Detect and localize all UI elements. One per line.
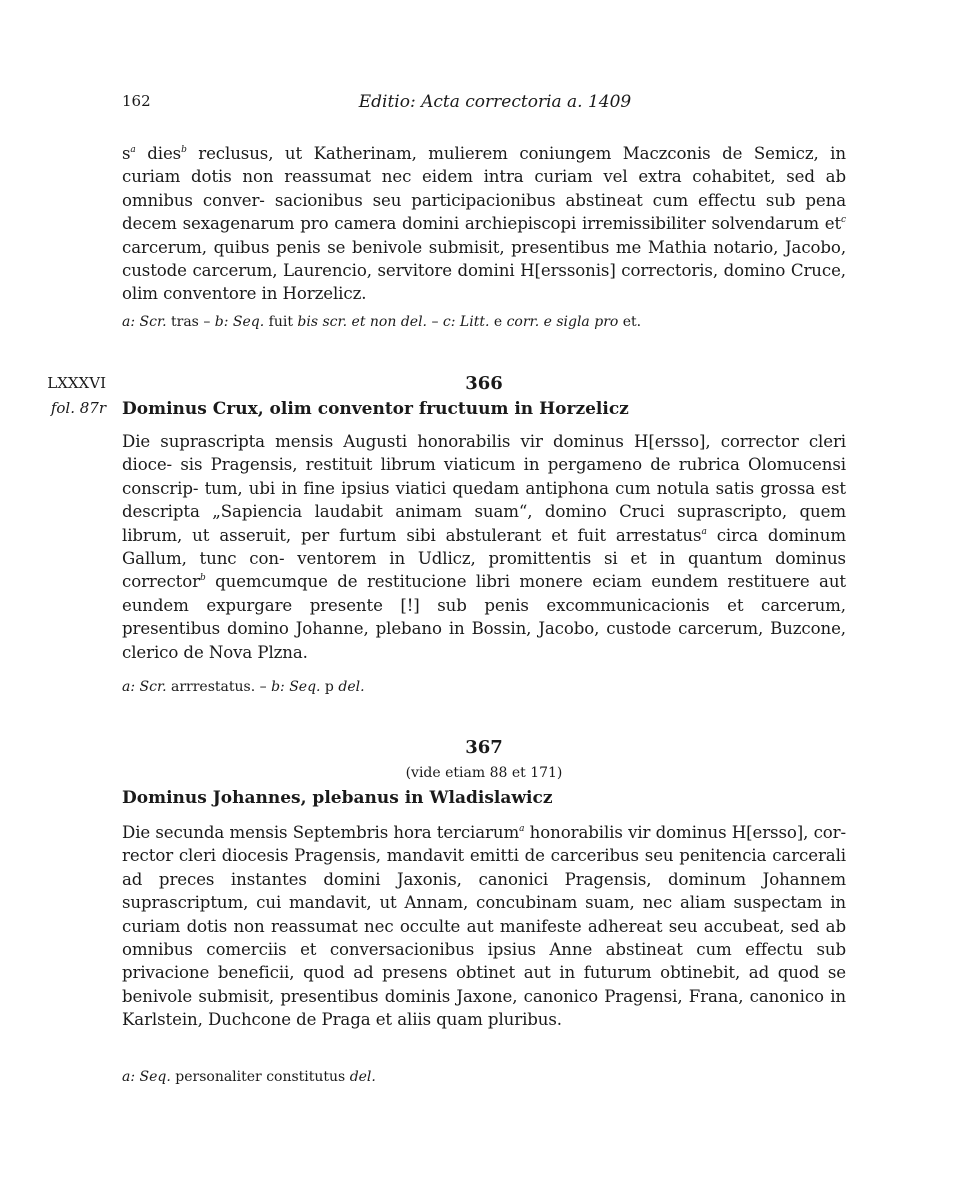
line: penis excommunicacionis et carcerum, presentibus domino Johanne, plebano in Bossin, — [122, 595, 846, 639]
line: rector cleri diocesis Pragensis, mandavit emitti de carceribus seu penitencia carcerali ad — [122, 846, 846, 889]
line: dotis non reassumat nec eidem intra curiam vel extra cohabitet, sed ab omnibus conver- — [122, 167, 846, 210]
margin-folio: fol. 87r — [50, 399, 106, 417]
document-cross-reference: (vide etiam 88 et 171) — [405, 765, 563, 781]
document-number: 367 — [465, 737, 503, 758]
line: „Sapiencia laudabit animam suam“, domino Cruci suprascripto, quem librum, ut — [122, 502, 846, 545]
line: Jacobo, custode carcerum, Buzcone, clerico de Nova Plzna. — [122, 619, 846, 662]
document-title: Dominus Crux, olim conventor fructuum in Horzelicz — [122, 399, 629, 419]
line: ventorem in Udlicz, promittentis si et in quantum dominus corrector$^b$ quemcumque de — [122, 549, 846, 592]
apparatus-note: a: Scr. arrrestatus. – b: Seq. p del. — [122, 679, 365, 695]
line: servitore domini H[erssonis] correctoris, domino Cruce, olim conventore in Horzelicz. — [122, 261, 846, 304]
line: preces instantes domini Jaxonis, canonici Pragensis, dominum Johannem suprascriptum, — [122, 869, 846, 913]
line: benivole submisit, presentibus me Mathia notario, Jacobo, custode carcerum, Laurencio, — [122, 237, 846, 281]
line: et conversacionibus ipsius Anne abstineat cum effectu sub privacione beneficii, quod — [122, 940, 846, 983]
line: Die suprascripta mensis Augusti honorabilis vir dominus H[ersso], corrector cleri dioce- — [122, 432, 846, 475]
line: reassumat nec occulte aut manifeste adhereat seu accubeat, sed ab omnibus comerciis — [122, 916, 846, 960]
page-number: 162 — [122, 92, 151, 110]
intro-paragraph — [122, 142, 846, 306]
line: ad presens obtinet aut in futurum obtinebit, ad quod se benivole submisit, presentibus — [122, 963, 846, 1006]
line: asseruit, per furtum sibi abstulerant et fuit arrestatus$^a$ circa dominum Gallum, tunc con- — [122, 525, 846, 569]
document-paragraph — [122, 430, 846, 664]
document-number: 366 — [465, 373, 503, 394]
apparatus-note: a: Seq. personaliter constitutus del. — [122, 1069, 376, 1085]
line: sacionibus seu participacionibus abstineat cum effectu sub pena decem sexagenarum pro — [122, 190, 847, 234]
line: camera domini archiepiscopi irremissibiliter solvendarum $et^c$ carcerum, quibus penis se — [122, 214, 846, 257]
document-title: Dominus Johannes, plebanus in Wladislawicz — [122, 788, 553, 808]
apparatus-note: a: Scr. tras – b: Seq. fuit bis scr. et non del. – c: Litt. e corr. e sigla pro et. — [122, 314, 642, 330]
line: cui mandavit, ut Annam, concubinam suam, nec aliam suspectam in curiam dotis non — [122, 893, 846, 936]
line: restitucione libri monere eciam eundem restituere aut eundem expurgare presente [!] sub — [122, 572, 846, 615]
running-title: Editio: Acta correctoria a. 1409 — [358, 92, 632, 112]
line: tum, ubi in fine ipsius viatici quedam antiphona cum notula satis grossa est descripta — [122, 478, 846, 522]
line: Die secunda mensis Septembris hora terciarum$^a$ honorabilis vir dominus H[ersso], cor- — [122, 823, 846, 842]
line: dominis Jaxone, canonico Pragensi, Frana, canonico in Karlstein, Duchcone de Praga et — [122, 986, 846, 1030]
line: sis Pragensis, restituit librum viaticum in pergameno de rubrica Olomucensi conscrip- — [122, 455, 846, 498]
document-paragraph — [122, 821, 846, 1032]
line: aliis quam pluribus. — [397, 1010, 562, 1030]
running-head — [122, 92, 844, 116]
line: $s^a$ dies$^b$ reclusus, ut Katherinam, mulierem coniungem Maczconis de Semicz, in curiam — [122, 144, 846, 187]
margin-roman-number: LXXXVI — [47, 374, 106, 392]
